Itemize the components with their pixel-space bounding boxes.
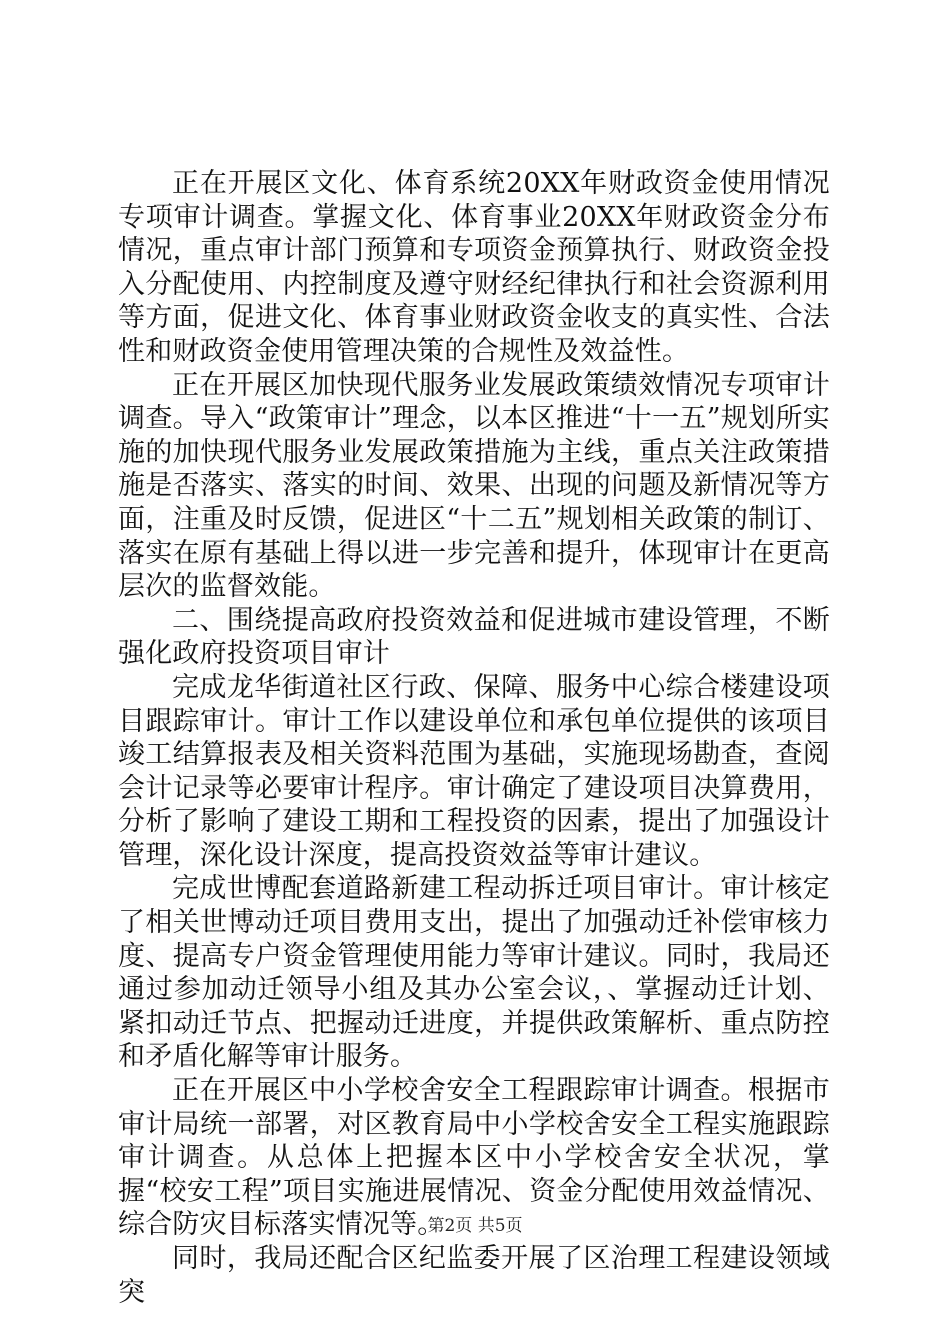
paragraph-culture-sports-audit: 正在开展区文化、体育系统20XX年财政资金使用情况专项审计调查。掌握文化、体育事业20XX年财政资金分布情况，重点审计部门预算和专项资金预算执行、财政资金投入分配使用、内控制度及遵守财经纪律执行和社会资源利用等方面，促进文化、体育事业财政资金收支的真实性、合法性和财政资金使用管理决策的合规性及效益性。 (118, 168, 830, 367)
page-number-footer: 第2页 共5页 (427, 1216, 523, 1236)
document-body (118, 167, 830, 1309)
paragraph-longhua-project-audit: 完成龙华街道社区行政、保障、服务中心综合楼建设项目跟踪审计。审计工作以建设单位和承包单位提供的该项目竣工结算报表及相关资料范围为基础，实施现场勘查，查阅会计记录等必要审计程序。审计确定了建设项目决算费用，分析了影响了建设工期和工程投资的因素，提出了加强设计管理，深化设计深度，提高投资效益等审计建议。 (118, 671, 830, 871)
paragraph-discipline-cooperation: 同时，我局还配合区纪监委开展了区治理工程建设领域突 (118, 1243, 830, 1308)
section-heading-investment-audit: 二、围绕提高政府投资效益和促进城市建设管理，不断强化政府投资项目审计 (118, 604, 830, 670)
paragraph-expo-road-audit: 完成世博配套道路新建工程动拆迁项目审计。审计核定了相关世博动迁项目费用支出，提出了加强动迁补偿审核力度、提高专户资金管理使用能力等审计建议。同时，我局还通过参加动迁领导小组及其办公室会议，、掌握动迁计划、紧扣动迁节点、把握动迁进度，并提供政策解析、重点防控和矛盾化解等审计服务。 (118, 873, 830, 1073)
paragraph-service-policy-audit: 正在开展区加快现代服务业发展政策绩效情况专项审计调查。导入“政策审计”理念，以本区推进“十一五”规划所实施的加快现代服务业发展政策措施为主线，重点关注政策措施是否落实、落实的时间、效果、出现的问题及新情况等方面，注重及时反馈，促进区“十二五”规划相关政策的制订、落实在原有基础上得以进一步完善和提升，体现审计在更高层次的监督效能。 (118, 369, 830, 603)
paragraph-school-safety-audit: 正在开展区中小学校舍安全工程跟踪审计调查。根据市审计局统一部署，对区教育局中小学校舍安全工程实施跟踪审计调查。从总体上把握本区中小学校舍安全状况，掌握“校安工程”项目实施进展情况、资金分配使用效益情况、综合防灾目标落实情况等。 (118, 1075, 830, 1241)
